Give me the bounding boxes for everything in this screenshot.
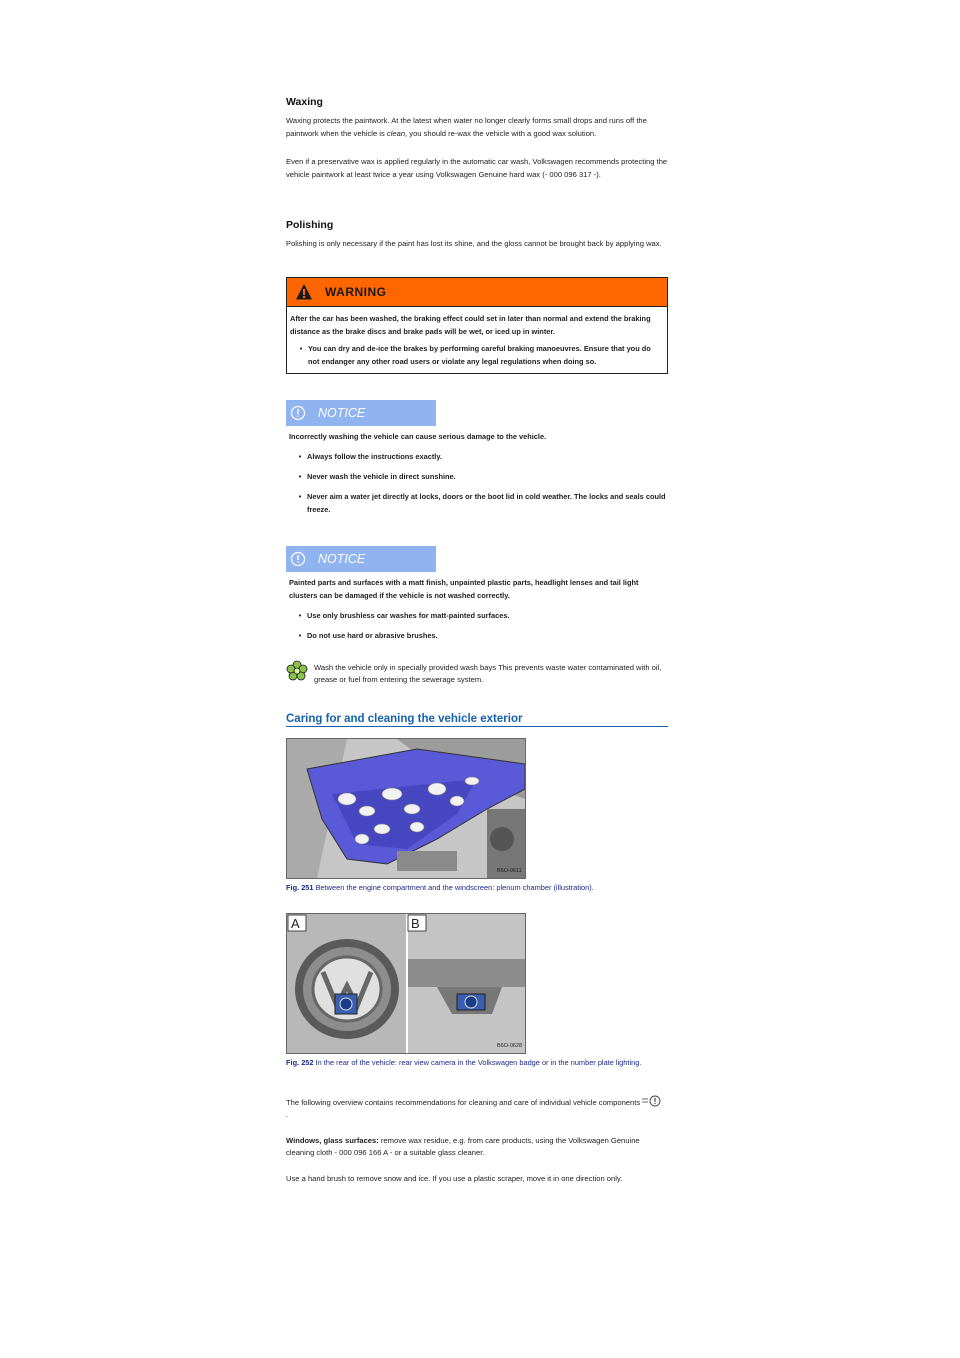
figure-251-caption: [286, 882, 668, 894]
figure-252-number: Fig. 252: [286, 1058, 314, 1067]
bullet-dot: •: [298, 471, 302, 481]
bullet-dot: •: [298, 491, 302, 501]
notice-1-bullet-2-text: Never wash the vehicle in direct sunshine.: [307, 471, 456, 481]
notice-exclamation-icon: [290, 551, 306, 567]
warning-text: After the car has been washed, the braking effect could set in later than normal and extend the braking distance as the brake discs and brake pads will be wet, or iced up in winter.: [290, 313, 651, 336]
windows-text: remove wax residue, e.g. from care products, using the Volkswagen Genuine cleaning cloth - 000 096 166 A - or a suitable glass cleaner.: [286, 1135, 640, 1157]
figure-251-code: B6O-0611: [497, 867, 522, 874]
polishing-paragraph: Polishing is only necessary if the paint has lost its shine, and the gloss cannot be brought back by applying wax.: [286, 239, 662, 248]
waxing-paragraph-2: Even if a preservative wax is applied regularly in the automatic car wash, Volkswagen recommends protecting the vehicle paintwork at least twice a year using Volkswagen Genuine hard wax (- 000 096 317 -).: [286, 157, 668, 179]
bullet-dot: •: [298, 610, 302, 620]
windows-label: Windows, glass surfaces:: [286, 1135, 379, 1145]
notice-2-bullet-2-text: Do not use hard or abrasive brushes.: [307, 630, 438, 640]
figure-251-image: [286, 738, 526, 879]
bullet-dot: •: [298, 630, 302, 640]
notice-label-2: NOTICE: [318, 551, 366, 566]
polishing-heading: Polishing: [286, 219, 334, 231]
notice-1-bullet-3: [289, 490, 668, 516]
figure-251-number: Fig. 251: [286, 882, 314, 892]
notice-1-bullet-1: [289, 450, 668, 463]
windows-paragraph: [286, 1135, 668, 1160]
notice-1-bullet-3-text: Never aim a water jet directly at locks, doors or the boot lid in cold weather. The locks and seals could freeze.: [307, 491, 666, 514]
page-content: [286, 96, 668, 1198]
environment-note-wrap: [286, 662, 668, 687]
warning-box: [286, 277, 668, 374]
figure-252-code: B6O-0628: [497, 1043, 523, 1049]
waxing-paragraph-1: [286, 115, 668, 140]
environment-note: [286, 662, 668, 687]
notice-body-2: [286, 572, 668, 642]
notice-text-1: Incorrectly washing the vehicle can cause serious damage to the vehicle.: [289, 431, 547, 441]
plenum-chamber-illustration: [287, 739, 525, 878]
notice-1-bullet-2: [289, 470, 668, 483]
bullet-dot: •: [299, 343, 303, 353]
notice-body-1: [286, 426, 668, 516]
section-heading: Caring for and cleaning the vehicle exterior: [286, 713, 668, 727]
warning-bullet-text: You can dry and de-ice the brakes by performing careful braking manoeuvres. Ensure that you do not endanger any other road users or violate any legal regulations when doing so.: [308, 343, 651, 366]
warning-header: [287, 278, 667, 307]
waxing-p1-text-end: , you should re-wax the vehicle with a good wax solution.: [405, 128, 597, 138]
rear-view-camera-illustration: [287, 914, 525, 1053]
figure-252-label-a: A: [291, 916, 300, 931]
figure-251-caption-text: Between the engine compartment and the windscreen: plenum chamber (illustration).: [313, 882, 594, 892]
figure-252-caption: [286, 1057, 668, 1069]
snow-ice-paragraph: Use a hand brush to remove snow and ice. If you use a plastic scraper, move it in one direction only.: [286, 1173, 623, 1183]
warning-triangle-icon: [295, 283, 313, 301]
waxing-p1-text: Waxing protects the paintwork. At the latest when water no longer clearly forms small drops and runs off the paintwork when the vehicle is: [286, 116, 647, 138]
notice-header-1: [286, 400, 436, 426]
care-overview: [286, 1095, 668, 1186]
overview-text-end: .: [286, 1110, 289, 1119]
bullet-dot: •: [298, 451, 302, 461]
figure-252-caption-text: In the rear of the vehicle: rear view camera in the Volkswagen badge or in the number plate lighting.: [313, 1058, 642, 1067]
flower-environment-icon: [286, 660, 308, 682]
notice-exclamation-icon: [290, 405, 306, 421]
warning-label: WARNING: [325, 284, 387, 299]
overview-paragraph: [286, 1095, 668, 1122]
figure-252-label-b: B: [411, 916, 420, 931]
waxing-p1-emphasis: clean: [386, 128, 406, 138]
notice-2-bullet-1-text: Use only brushless car washes for matt-painted surfaces.: [307, 610, 510, 620]
notice-2-bullet-2: [289, 629, 668, 642]
notice-reference-icon[interactable]: [642, 1095, 664, 1107]
warning-body: [287, 307, 667, 373]
warning-bullet: [290, 342, 663, 368]
figure-252-image: [286, 913, 526, 1054]
notice-1-bullet-1-text: Always follow the instructions exactly.: [307, 451, 442, 461]
overview-text: The following overview contains recommendations for cleaning and care of individual vehicle components: [286, 1097, 643, 1107]
environment-note-text: Wash the vehicle only in specially provided wash bays This prevents waste water contaminated with oil, grease or fuel from entering the sewerage system.: [314, 662, 662, 684]
waxing-heading: Waxing: [286, 96, 323, 108]
notice-text-2: Painted parts and surfaces with a matt finish, unpainted plastic parts, headlight lenses and tail light clusters can be damaged if the vehicle is not washed correctly.: [289, 577, 639, 600]
notice-header-2: [286, 546, 436, 572]
notice-2-bullet-1: [289, 609, 668, 622]
notice-label-1: NOTICE: [318, 405, 366, 420]
